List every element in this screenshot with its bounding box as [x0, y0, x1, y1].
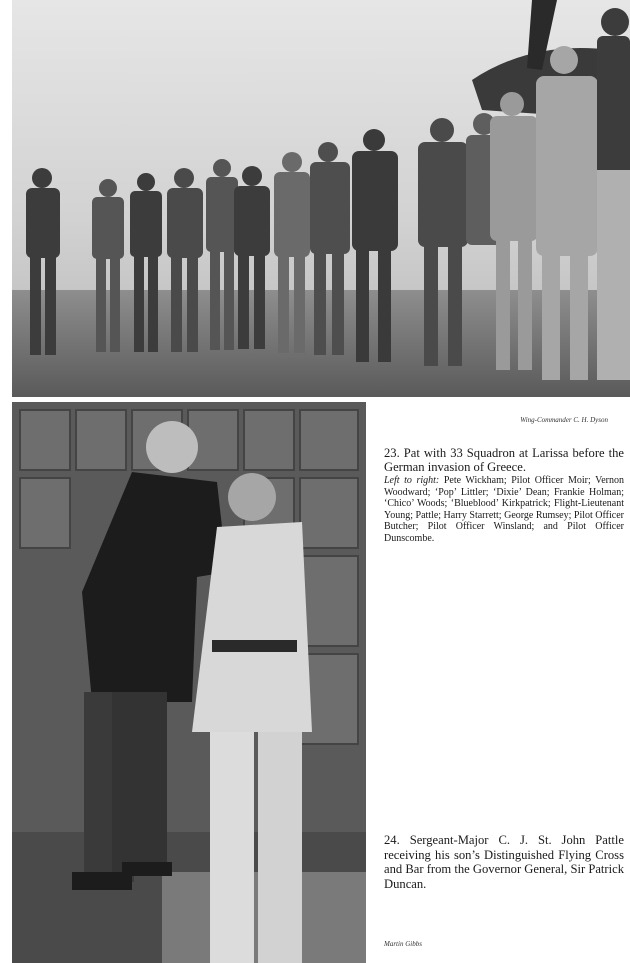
caption-23-number: 23.: [384, 446, 400, 460]
caption-23-names-list: Pete Wickham; Pilot Officer Moir; Vernon Woodward; ‘Pop’ Littler; ‘Dixie’ Dean; Frankie Holman; ‘Chico’ Woods; ‘Blueblood’ Kirkpatrick; Flight-Lieutenant Young; Pattle; Harry Starrett; George Rumsey; Pilot Officer Butcher; Pilot Officer Winsland; and Pilot Officer Dunscombe.: [384, 475, 624, 544]
caption-23-names: [384, 475, 624, 544]
medal-ceremony-photo: [12, 402, 366, 963]
photo-credit-top: Wing-Commander C. H. Dyson: [520, 416, 608, 424]
caption-24-number: 24.: [384, 833, 400, 847]
caption-23-names-lead: Left to right:: [384, 475, 440, 486]
caption-24: [384, 833, 624, 891]
caption-23: [384, 446, 624, 544]
squadron-group-image: [12, 0, 630, 397]
caption-23-main: [384, 446, 624, 474]
squadron-group-photo: [12, 0, 630, 397]
caption-24-text: Sergeant-Major C. J. St. John Pattle receiving his son’s Distinguished Flying Cross and Bar from the Governor General, Sir Patrick Duncan.: [384, 833, 624, 891]
medal-ceremony-image: [12, 402, 366, 963]
photo-credit-bottom: Martin Gibbs: [384, 940, 422, 948]
caption-23-text: Pat with 33 Squadron at Larissa before the German invasion of Greece.: [384, 446, 625, 474]
